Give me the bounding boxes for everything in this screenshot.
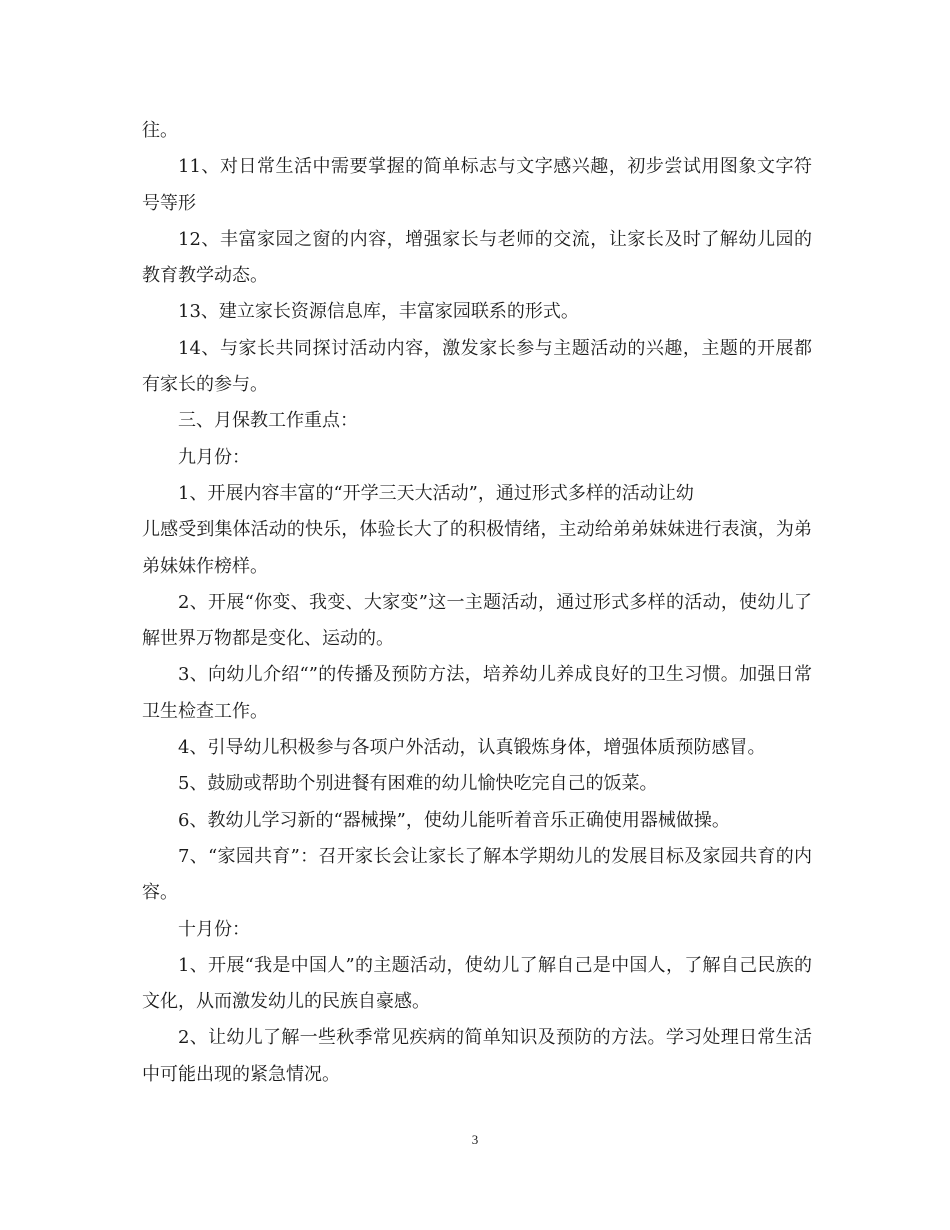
- paragraph: 往。: [142, 120, 178, 141]
- paragraph: 7、“家园共育”：召开家长会让家长了解本学期幼儿的发展目标及家园共育的内容。: [142, 845, 812, 904]
- paragraph: 儿感受到集体活动的快乐，体验长大了的积极情绪，主动给弟弟妹妹进行表演，为弟弟妹妹作榜样。: [142, 519, 812, 577]
- month-heading: 九月份：: [178, 446, 250, 468]
- paragraph: 2、让幼儿了解一些秋季常见疾病的简单知识及预防的方法。学习处理日常生活中可能出现的紧急情况。: [142, 1027, 812, 1085]
- paragraph: 2、开展“你变、我变、大家变”这一主题活动，通过形式多样的活动，使幼儿了解世界万物都是变化、运动的。: [142, 591, 812, 650]
- paragraph: 14、与家长共同探讨活动内容，激发家长参与主题活动的兴趣，主题的开展都有家长的参与。: [142, 337, 812, 396]
- paragraph: 1、开展内容丰富的“开学三天大活动”，通过形式多样的活动让幼: [178, 482, 694, 504]
- paragraph: 5、鼓励或帮助个别进餐有困难的幼儿愉快吃完自己的饭菜。: [178, 773, 658, 795]
- paragraph: 13、建立家长资源信息库，丰富家园联系的形式。: [178, 301, 579, 323]
- paragraph: 3、向幼儿介绍“”的传播及预防方法，培养幼儿养成良好的卫生习惯。加强日常卫生检查工作。: [142, 664, 812, 722]
- page-number: 3: [471, 1132, 479, 1147]
- paragraph: 12、丰富家园之窗的内容，增强家长与老师的交流，让家长及时了解幼儿园的教育教学动态。: [142, 228, 812, 287]
- document-body: [142, 113, 812, 1093]
- paragraph: 6、教幼儿学习新的“器械操”，使幼儿能听着音乐正确使用器械做操。: [178, 809, 730, 831]
- paragraph: 1、开展“我是中国人”的主题活动，使幼儿了解自己是中国人，了解自己民族的文化，从而激发幼儿的民族自豪感。: [142, 954, 812, 1013]
- paragraph: 11、对日常生活中需要掌握的简单标志与文字感兴趣，初步尝试用图象文字符号等形: [142, 156, 812, 214]
- month-heading: 十月份：: [178, 918, 250, 940]
- paragraph: 4、引导幼儿积极参与各项户外活动，认真锻炼身体，增强体质预防感冒。: [178, 737, 766, 759]
- section-heading: 三、月保教工作重点：: [178, 410, 358, 432]
